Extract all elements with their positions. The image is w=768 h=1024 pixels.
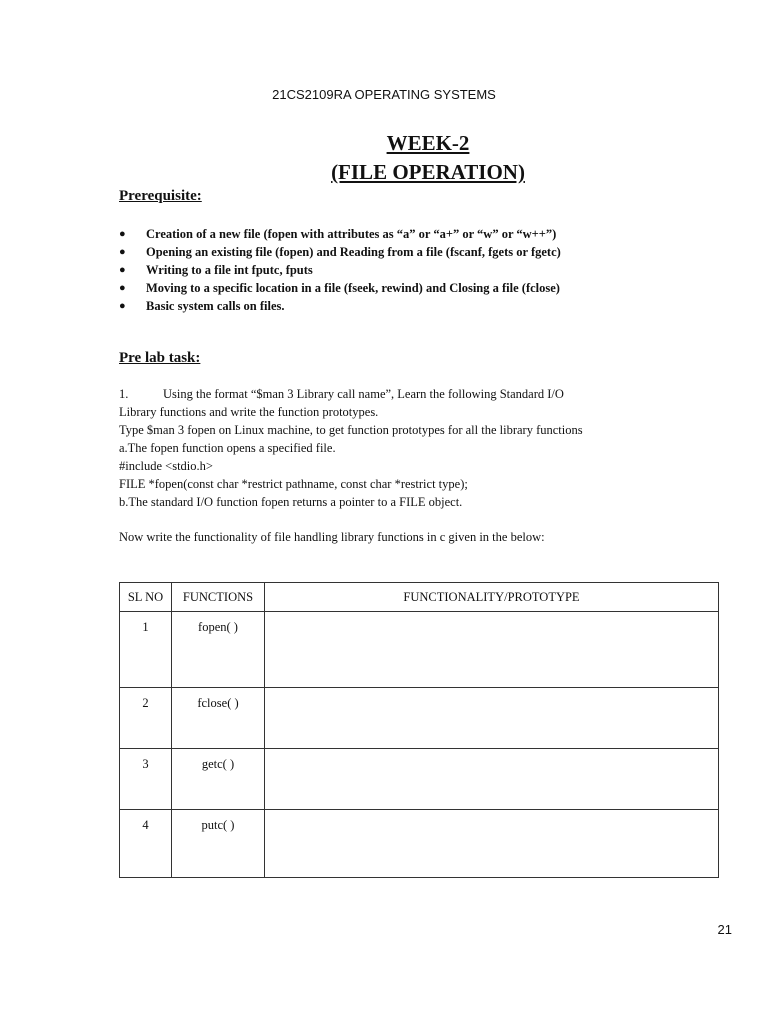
- list-item: ● Opening an existing file (fopen) and Reading from a file (fscanf, fgets or fgetc): [119, 245, 561, 259]
- prerequisite-heading: Prerequisite:: [119, 188, 202, 204]
- list-item: ● Basic system calls on files.: [119, 299, 285, 313]
- task-number: 1.: [119, 387, 129, 401]
- bullet-icon: ●: [119, 282, 126, 294]
- cell-functionality[interactable]: [265, 749, 719, 810]
- prelab-line: Library functions and write the function prototypes.: [119, 405, 379, 419]
- cell-slno: 1: [120, 612, 172, 688]
- prelab-line: #include <stdio.h>: [119, 459, 213, 473]
- list-item: ● Creation of a new file (fopen with attributes as “a” or “a+” or “w” or “w++”): [119, 227, 557, 241]
- week-title: WEEK-2: [386, 131, 470, 155]
- prelab-line: Type $man 3 fopen on Linux machine, to get function prototypes for all the library functions: [119, 423, 583, 437]
- prelab-line: 1. Using the format “$man 3 Library call name”, Learn the following Standard I/O: [119, 387, 564, 401]
- bullet-icon: ●: [119, 300, 126, 312]
- cell-functionality[interactable]: [265, 810, 719, 878]
- bullet-icon: ●: [119, 246, 126, 258]
- prelab-line: a.The fopen function opens a specified file.: [119, 441, 336, 455]
- prelab-heading: Pre lab task:: [119, 350, 201, 366]
- document-header: 21CS2109RA OPERATING SYSTEMS: [272, 87, 496, 102]
- table-row: [120, 612, 719, 688]
- cell-slno: 3: [120, 749, 172, 810]
- table-header-row: [120, 583, 719, 612]
- list-item: ● Writing to a file int fputc, fputs: [119, 263, 313, 277]
- column-header-functions: FUNCTIONS: [172, 583, 265, 612]
- prerequisite-list: [119, 225, 561, 315]
- cell-functionality[interactable]: [265, 688, 719, 749]
- cell-function: fclose( ): [172, 688, 265, 749]
- page-number: 21: [717, 922, 732, 937]
- functions-table: [119, 582, 719, 878]
- column-header-slno: SL NO: [120, 583, 172, 612]
- cell-slno: 2: [120, 688, 172, 749]
- table-row: [120, 749, 719, 810]
- topic-title: (FILE OPERATION): [331, 160, 525, 184]
- prelab-line: b.The standard I/O function fopen returns a pointer to a FILE object.: [119, 495, 463, 509]
- cell-function: getc( ): [172, 749, 265, 810]
- instruction-text: Now write the functionality of file handling library functions in c given in the below:: [119, 530, 545, 544]
- table-row: [120, 810, 719, 878]
- cell-function: fopen( ): [172, 612, 265, 688]
- prelab-line: FILE *fopen(const char *restrict pathname, const char *restrict type);: [119, 477, 468, 491]
- cell-function: putc( ): [172, 810, 265, 878]
- bullet-icon: ●: [119, 264, 126, 276]
- table-row: [120, 688, 719, 749]
- column-header-functionality: FUNCTIONALITY/PROTOTYPE: [265, 583, 719, 612]
- list-item: ● Moving to a specific location in a file (fseek, rewind) and Closing a file (fclose): [119, 281, 560, 295]
- cell-slno: 4: [120, 810, 172, 878]
- cell-functionality[interactable]: [265, 612, 719, 688]
- prelab-text: [119, 385, 583, 511]
- bullet-icon: ●: [119, 228, 126, 240]
